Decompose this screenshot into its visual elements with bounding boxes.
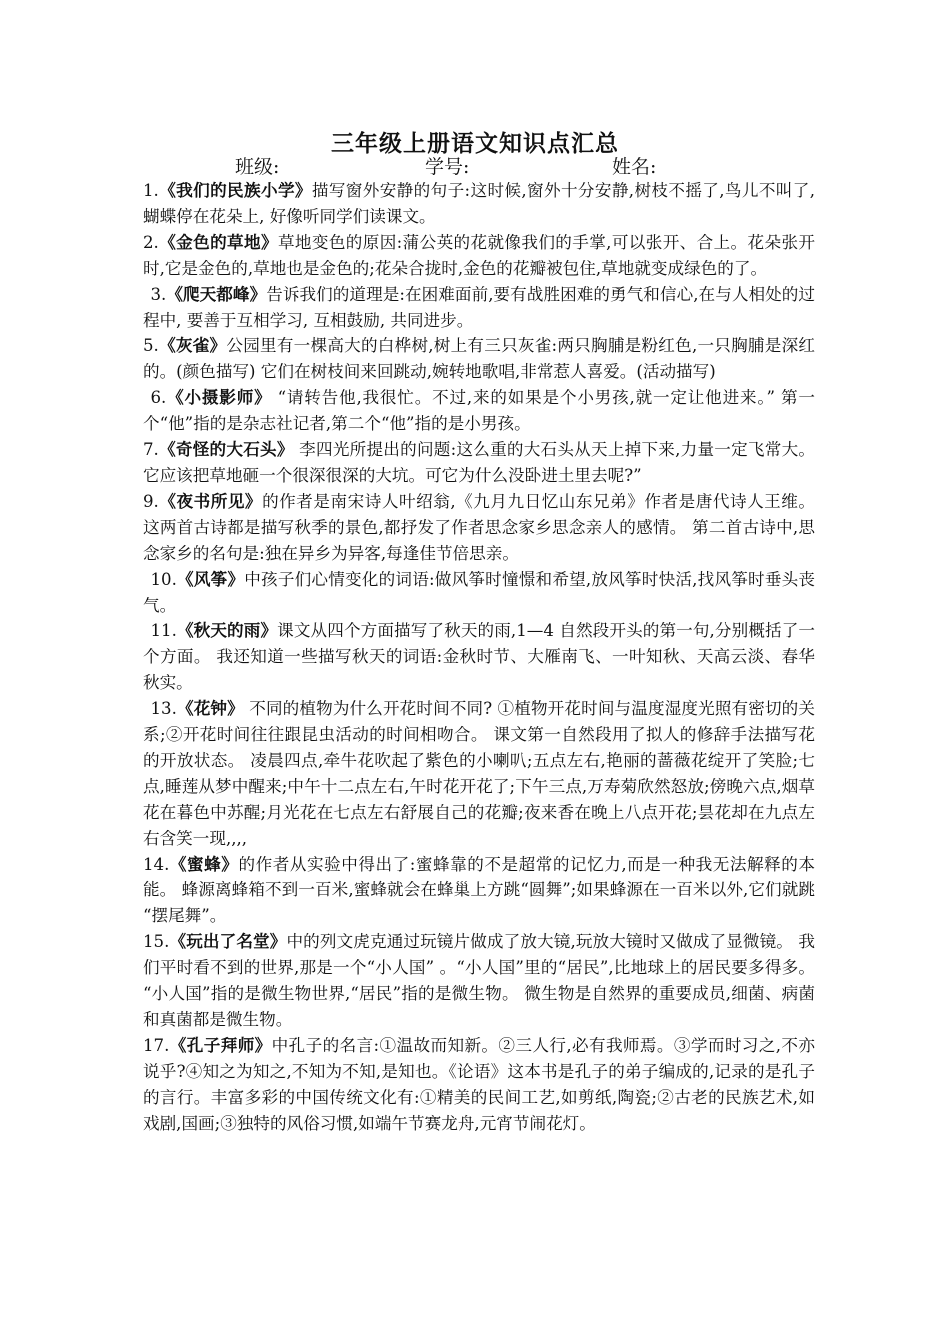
list-item <box>143 696 815 851</box>
item-number: 14. <box>143 854 170 874</box>
student-info-line <box>0 152 950 180</box>
name-label: 姓名: <box>612 156 657 178</box>
item-title: 《花钟》 <box>176 698 244 719</box>
list-item <box>143 618 815 696</box>
item-number: 15. <box>143 932 170 952</box>
list-item <box>143 385 815 437</box>
list-item <box>143 437 815 489</box>
item-text: 李四光所提出的问题:这么重的大石头从天上掉下来,力量一定飞常大。它应该把草地砸一个很深很深的大坑。可它为什么没卧进土里去呢?” <box>143 440 816 485</box>
item-text: 中孔子的名言:①温故而知新。②三人行,必有我师焉。③学而时习之,不亦说乎?④知之为知之,不知为不知,是知也。《论语》这本书是孔子的弟子编成的,记录的是孔子的言行。丰富多彩的中国传统文化有:①精美的民间工艺,如剪纸,陶瓷;②古老的民族艺术,如戏剧,国画;③独特的风俗习惯,如端午节赛龙舟,元宵节闹花灯。 <box>143 1035 816 1133</box>
item-text: 课文从四个方面描写了秋天的雨,1—4 自然段开头的第一句,分别概括了一个方面。 我还知道一些描写秋天的词语:金秋时节、大雁南飞、一叶知秋、天高云淡、春华秋实。 <box>143 621 816 693</box>
item-number: 3. <box>150 284 167 304</box>
item-title: 《爬天都峰》 <box>166 283 267 304</box>
item-number: 5. <box>143 336 159 356</box>
item-title: 《风筝》 <box>176 568 245 589</box>
item-text: 的作者是南宋诗人叶绍翁,《九月九日忆山东兄弟》作者是唐代诗人王维。 这两首古诗都是描写秋季的景色,都抒发了作者思念家乡思念亲人的感情。 第二首古诗中,思念家乡的名句是:独在异乡为异客,每逢佳节倍思亲。 <box>143 491 816 563</box>
item-title: 《我们的民族小学》 <box>158 180 312 200</box>
item-text: 的作者从实验中得出了:蜜蜂靠的不是超常的记忆力,而是一种我无法解释的本能。 蜂源离蜂箱不到一百米,蜜蜂就会在蜂巢上方跳“圆舞”;如果蜂源在一百米以外,它们就跳 “摆尾舞”。 <box>143 854 815 926</box>
item-title: 《小摄影师》 <box>166 387 272 408</box>
list-item <box>143 178 815 230</box>
item-title: 《奇怪的大石头》 <box>158 439 294 460</box>
page-title: 三年级上册语文知识点汇总 <box>331 130 619 157</box>
item-number: 13. <box>150 699 177 719</box>
item-number: 1. <box>143 181 159 200</box>
item-text: 中的列文虎克通过玩镜片做成了放大镜,玩放大镜时又做成了显微镜。 我们平时看不到的世界,那是一个“小人国” 。“小人国”里的“居民”,比地球上的居民要多得多。 “小人国”指的是微生物世界,“居民”指的是微生物。 微生物是自然界的重要成员,细菌、病菌和真菌都是微生物。 <box>143 932 815 1029</box>
item-title: 《灰雀》 <box>158 335 227 356</box>
list-item <box>143 282 815 334</box>
item-title: 《孔子拜师》 <box>169 1034 272 1055</box>
item-text: 告诉我们的道理是:在困难面前,要有战胜困难的勇气和信心,在与人相处的过程中, 要善于互相学习, 互相鼓励, 共同进步。 <box>143 284 816 330</box>
item-title: 《蜜蜂》 <box>169 853 239 874</box>
list-item <box>143 929 815 1033</box>
item-number: 9. <box>143 491 159 511</box>
class-label: 班级: <box>235 156 280 178</box>
item-text: 中孩子们心情变化的词语:做风筝时憧憬和希望,放风筝时快活,找风筝时垂头丧气。 <box>143 569 816 615</box>
list-item <box>143 852 815 930</box>
item-text: 描写窗外安静的句子:这时候,窗外十分安静,树枝不摇了,鸟儿不叫了,蝴蝶停在花朵上, 好像听同学们读课文。 <box>143 181 815 226</box>
item-title: 《玩出了名堂》 <box>169 931 287 952</box>
student-number-label: 学号: <box>425 156 470 178</box>
item-title: 《金色的草地》 <box>158 231 278 252</box>
list-item <box>143 489 815 567</box>
list-item <box>143 333 815 385</box>
item-number: 17. <box>143 1035 170 1055</box>
item-number: 10. <box>150 569 177 589</box>
item-number: 7. <box>143 440 159 460</box>
item-title: 《夜书所见》 <box>158 490 263 511</box>
list-item <box>143 230 815 282</box>
item-number: 2. <box>143 232 159 252</box>
item-text: 不同的植物为什么开花时间不同? ①植物开花时间与温度湿度光照有密切的关系;②开花时间往往跟昆虫活动的时间相吻合。 课文第一自然段用了拟人的修辞手法描写花的开放状态。 凌晨四点,牵牛花吹起了紫色的小喇叭;五点左右,艳丽的蔷薇花绽开了笑脸;七点,睡莲从梦中醒来;中午十二点左右,午时花开花了;下午三点,万寿菊欣然怒放;傍晚六点,烟草花在暮色中苏醒;月光花在七点左右舒展自己的花瓣;夜来香在晚上八点开花;昙花却在九点左右含笑一现,,,, <box>143 699 815 848</box>
item-number: 6. <box>150 388 167 408</box>
list-item <box>143 1033 815 1137</box>
item-number: 11. <box>150 621 177 641</box>
knowledge-list <box>143 178 815 1137</box>
list-item <box>143 567 815 619</box>
item-title: 《秋天的雨》 <box>176 620 278 641</box>
item-text: 公园里有一棵高大的白桦树,树上有三只灰雀:两只胸脯是粉红色,一只胸脯是深红的。(颜色描写) 它们在树枝间来回跳动,婉转地歌唱,非常惹人喜爱。(活动描写) <box>143 336 816 382</box>
item-text: “请转告他,我很忙。不过,来的如果是个小男孩,就一定让他进来。” 第一个“他”指的是杂志社记者,第二个“他”指的是小男孩。 <box>143 388 816 434</box>
item-text: 草地变色的原因:蒲公英的花就像我们的手掌,可以张开、合上。花朵张开时,它是金色的,草地也是金色的;花朵合拢时,金色的花瓣被包住,草地就变成绿色的了。 <box>143 232 815 278</box>
